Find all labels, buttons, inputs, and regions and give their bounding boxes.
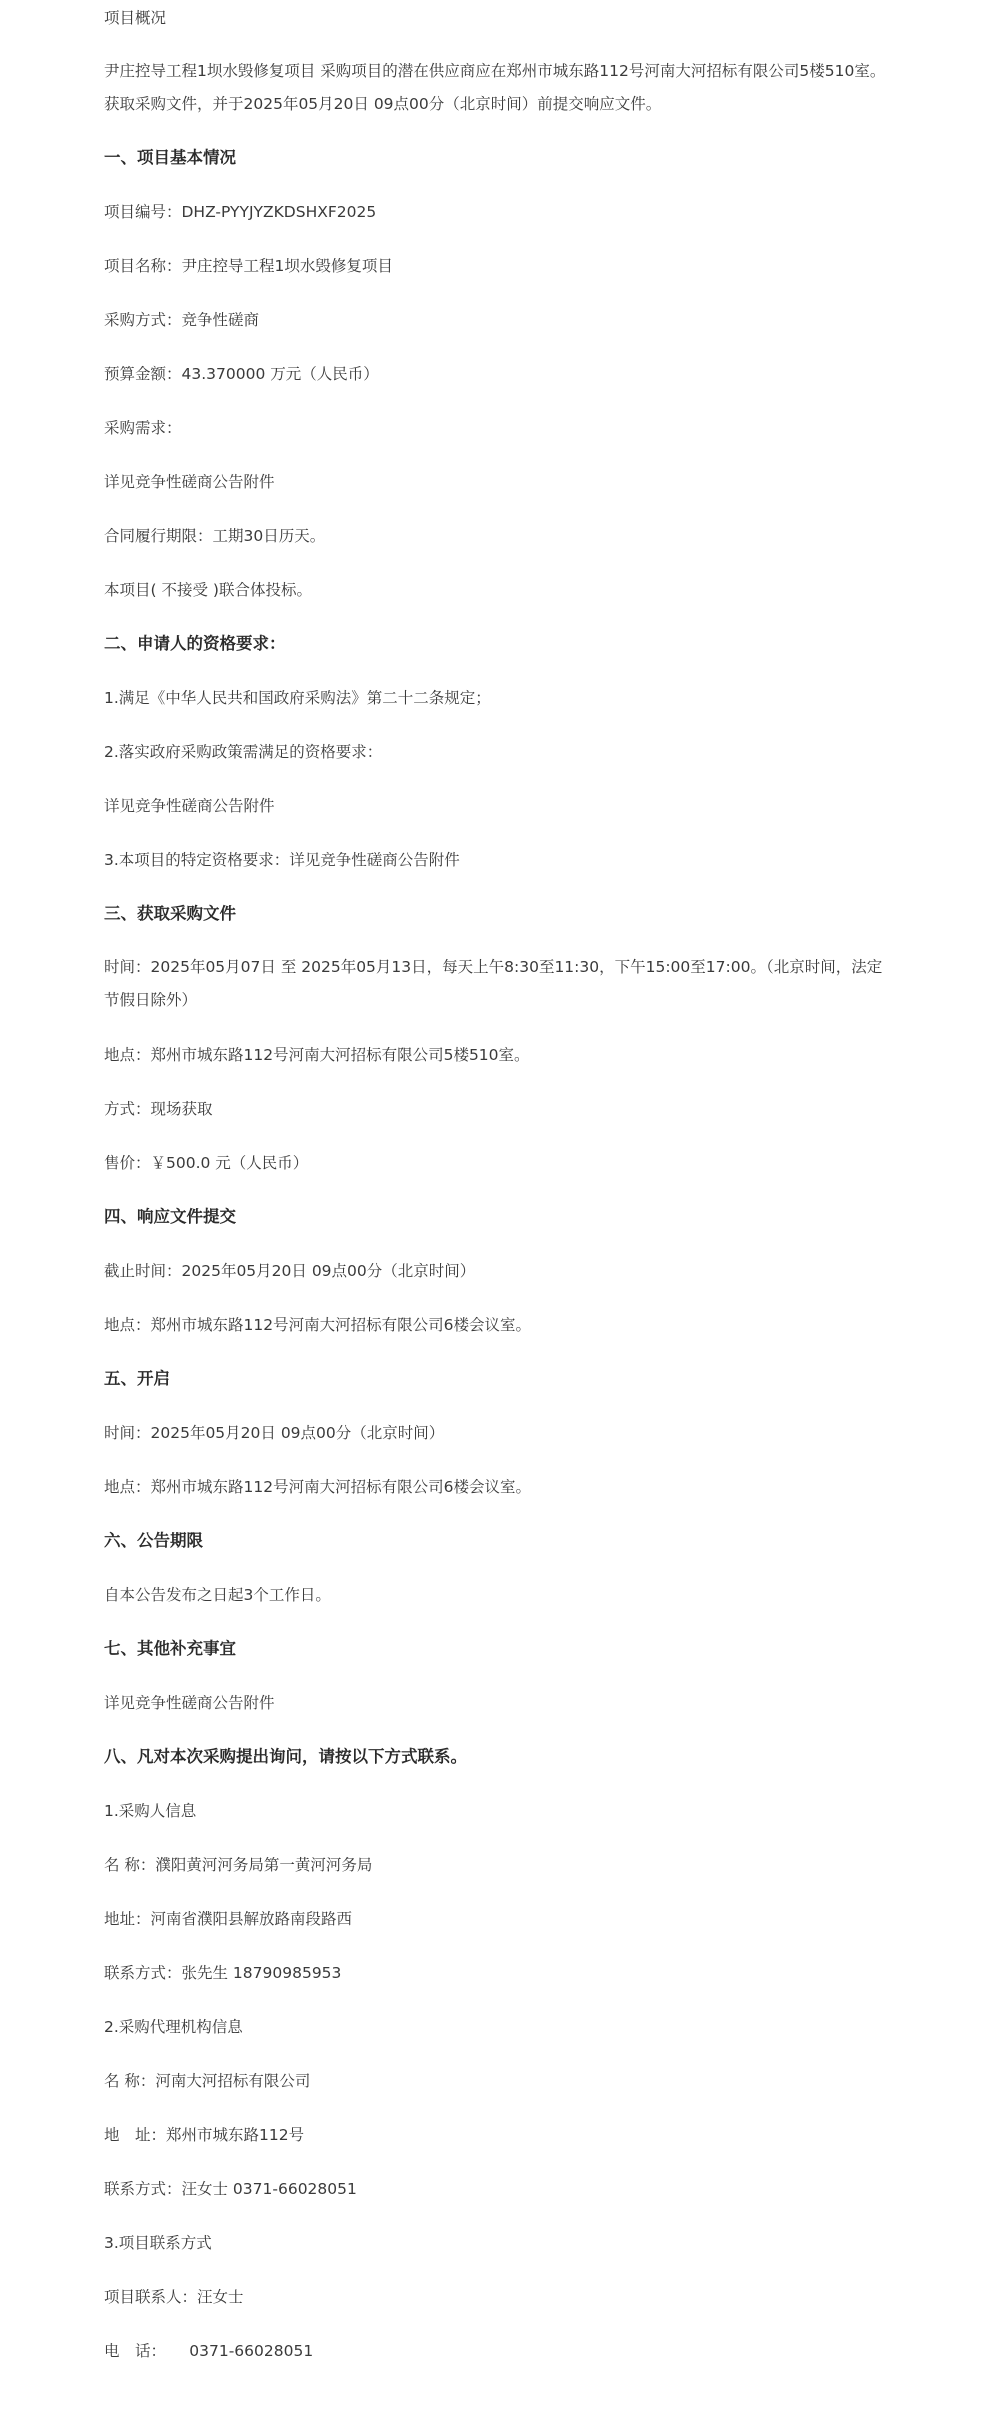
submission-deadline: 截止时间：2025年05月20日 09点00分（北京时间） [104, 1262, 476, 1280]
section-heading-qualifications: 二、申请人的资格要求： [104, 634, 286, 653]
section-heading-other-matters: 七、其他补充事宜 [104, 1639, 236, 1658]
agency-info-title: 2.采购代理机构信息 [104, 2018, 243, 2036]
project-contact-phone: 电 话： 0371-66028051 [104, 2342, 314, 2360]
submission-location: 地点：郑州市城东路112号河南大河招标有限公司6楼会议室。 [104, 1316, 531, 1334]
qualification-item-2: 2.落实政府采购政策需满足的资格要求： [104, 743, 383, 761]
obtain-time: 时间：2025年05月07日 至 2025年05月13日，每天上午8:30至11:30，下午15:00至17:00。（北京时间，法定节假日除外） [104, 958, 883, 1009]
agency-contact: 联系方式：汪女士 0371-66028051 [104, 2180, 357, 2198]
agency-address: 地 址：郑州市城东路112号 [104, 2126, 305, 2144]
section-heading-basic-info: 一、项目基本情况 [104, 148, 236, 167]
document-price: 售价：￥500.0 元（人民币） [104, 1154, 309, 1172]
procurement-method: 采购方式：竞争性磋商 [104, 311, 260, 329]
section-heading-contact: 八、凡对本次采购提出询问，请按以下方式联系。 [104, 1747, 467, 1766]
other-matters-text: 详见竞争性磋商公告附件 [104, 1694, 275, 1712]
consortium-note: 本项目( 不接受 )联合体投标。 [104, 581, 312, 599]
contract-period: 合同履行期限：工期30日历天。 [104, 527, 326, 545]
opening-location: 地点：郑州市城东路112号河南大河招标有限公司6楼会议室。 [104, 1478, 531, 1496]
section-heading-obtain-documents: 三、获取采购文件 [104, 904, 236, 923]
project-contact-person: 项目联系人：汪女士 [104, 2288, 244, 2306]
requirement-label: 采购需求： [104, 419, 182, 437]
agency-name: 名 称：河南大河招标有限公司 [104, 2072, 311, 2090]
purchaser-name: 名 称：濮阳黄河河务局第一黄河河务局 [104, 1856, 373, 1874]
requirement-value: 详见竞争性磋商公告附件 [104, 473, 275, 491]
obtain-method: 方式：现场获取 [104, 1100, 213, 1118]
purchaser-info-title: 1.采购人信息 [104, 1802, 197, 1820]
qualification-item-1: 1.满足《中华人民共和国政府采购法》第二十二条规定； [104, 689, 491, 707]
overview-text: 尹庄控导工程1坝水毁修复项目 采购项目的潜在供应商应在郑州市城东路112号河南大河招标有限公司5楼510室。获取采购文件，并于2025年05月20日 09点00分（北京时间）前提交响应文件。 [104, 62, 886, 113]
budget-amount: 预算金额：43.370000 万元（人民币） [104, 365, 379, 383]
project-contact-title: 3.项目联系方式 [104, 2234, 212, 2252]
project-name: 项目名称：尹庄控导工程1坝水毁修复项目 [104, 257, 393, 275]
overview-title: 项目概况 [104, 9, 167, 27]
project-number: 项目编号：DHZ-PYYJYZKDSHXF2025 [104, 203, 377, 221]
opening-time: 时间：2025年05月20日 09点00分（北京时间） [104, 1424, 445, 1442]
qualification-item-3: 3.本项目的特定资格要求：详见竞争性磋商公告附件 [104, 851, 460, 869]
section-heading-notice-period: 六、公告期限 [104, 1531, 203, 1550]
purchaser-address: 地址：河南省濮阳县解放路南段路西 [104, 1910, 353, 1928]
obtain-location: 地点：郑州市城东路112号河南大河招标有限公司5楼510室。 [104, 1046, 530, 1064]
notice-period-text: 自本公告发布之日起3个工作日。 [104, 1586, 331, 1604]
section-heading-submission: 四、响应文件提交 [104, 1207, 236, 1226]
section-heading-opening: 五、开启 [104, 1369, 170, 1388]
purchaser-contact: 联系方式：张先生 18790985953 [104, 1964, 342, 1982]
qualification-item-2-value: 详见竞争性磋商公告附件 [104, 797, 275, 815]
